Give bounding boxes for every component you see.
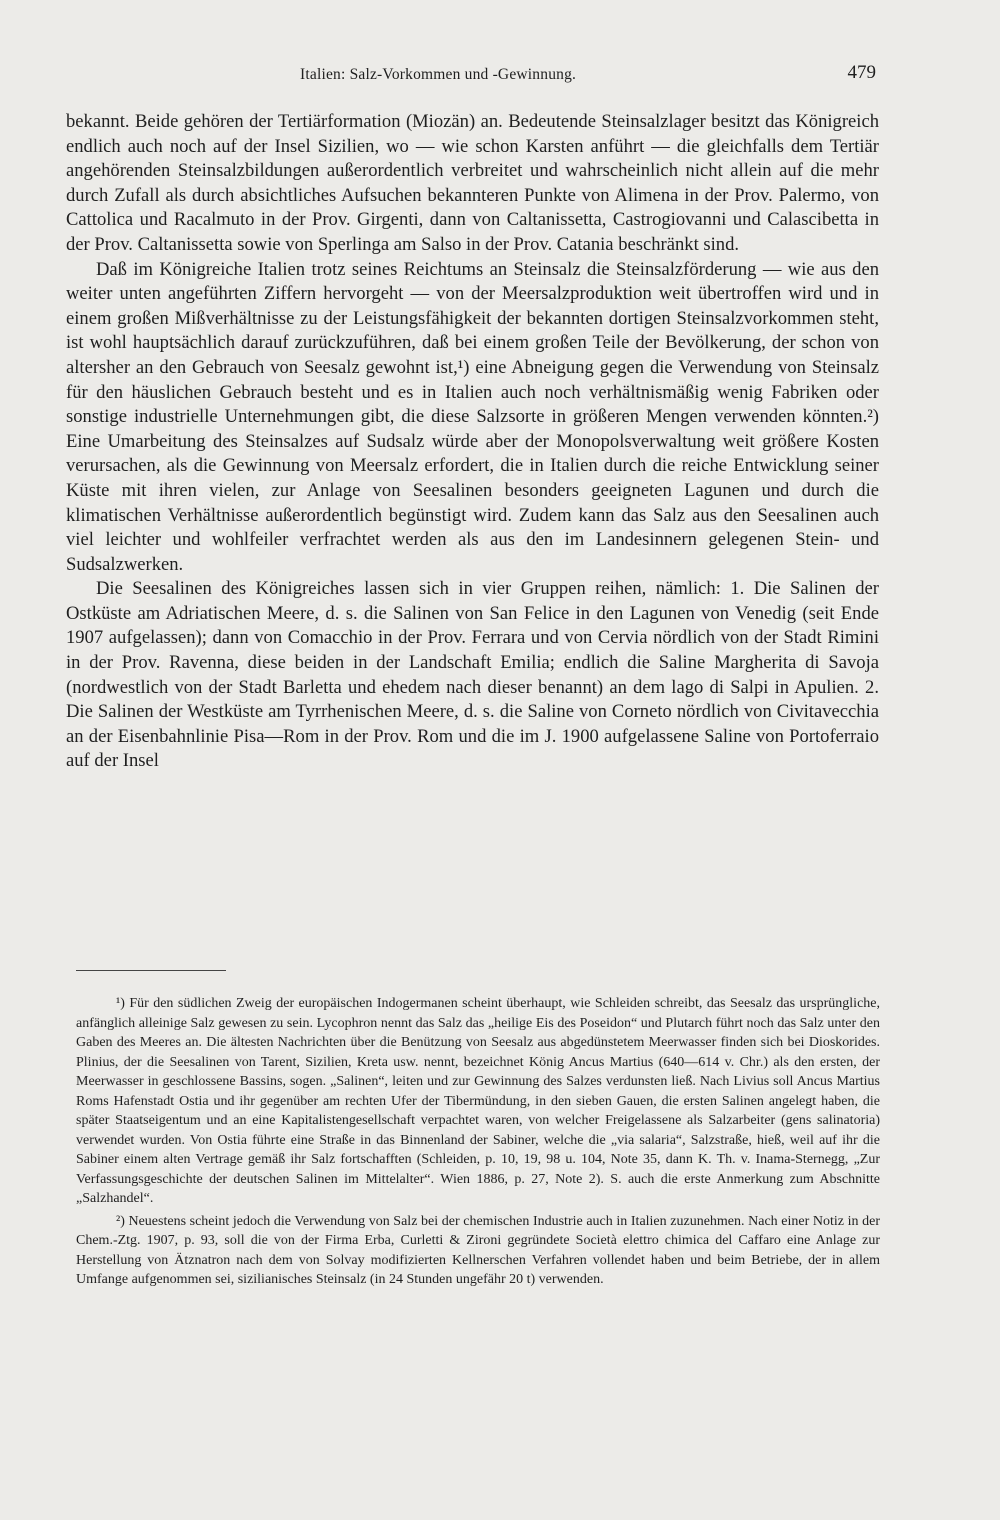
footnote-divider bbox=[76, 970, 226, 971]
footnote: ²) Neuestens scheint jedoch die Verwendung von Salz bei der chemischen Industrie auch in Italien zuzunehmen. Nach einer Notiz in der Chem.-Ztg. 1907, p. 93, soll die von der Firma Erba, Curletti & Zironi gegründete Società elettro chimica del Caffaro eine Anlage zur Herstellung von Ätznatron nach dem von Solvay modifizierten Kellnerschen Verfahren vollendet haben und beim Betriebe, der in allem Umfange aufgenommen sei, sizilianisches Steinsalz (in 24 Stunden ungefähr 20 t) verwenden. bbox=[76, 1213, 880, 1287]
body-text bbox=[66, 110, 879, 774]
running-title: Italien: Salz-Vorkommen und -Gewinnung. bbox=[300, 66, 577, 83]
paragraph: bekannt. Beide gehören der Tertiärformation (Miozän) an. Bedeutende Steinsalzlager besitzt das Königreich endlich auch noch auf der Insel Sizilien, wo — wie schon Karsten anführt — die gleichfalls dem Tertiär angehörenden Steinsalzbildungen außerordentlich verbreitet und wahrscheinlich nicht allein auf die mehr durch Zufall als durch absichtliches Aufsuchen bekannteren Punkte von Alimena in der Prov. Palermo, von Cattolica und Racalmuto in der Prov. Girgenti, dann von Caltanissetta, Castrogiovanni und Calascibetta in der Prov. Caltanissetta sowie von Sperlinga am Salso in der Prov. Catania beschränkt sind. bbox=[66, 111, 879, 255]
paragraph: Die Seesalinen des Königreiches lassen sich in vier Gruppen reihen, nämlich: 1. Die Salinen der Ostküste am Adriatischen Meere, d. s. die Salinen von San Felice in den Lagunen von Venedig (seit Ende 1907 aufgelassen); dann von Comacchio in der Prov. Ferrara und von Cervia nördlich von der Stadt Rimini in der Prov. Ravenna, diese beiden in der Landschaft Emilia; endlich die Saline Margherita di Savoja (nordwestlich von der Stadt Barletta und ehedem nach dieser benannt) an dem lago di Salpi in Apulien. 2. Die Salinen der Westküste am Tyrrhenischen Meere, d. s. die Saline von Corneto nördlich von Civitavecchia an der Eisenbahnlinie Pisa—Rom in der Prov. Rom und die im J. 1900 aufgelassene Saline von Portoferraio auf der Insel bbox=[66, 578, 879, 772]
footnotes bbox=[76, 994, 880, 1290]
page-header bbox=[0, 62, 1000, 92]
footnote: ¹) Für den südlichen Zweig der europäischen Indogermanen scheint überhaupt, wie Schleiden schreibt, das Seesalz das ursprüngliche, anfänglich alleinige Salz gewesen zu sein. Lycophron nennt das Salz das „heilige Eis des Poseidon“ und Plutarch führt noch das Salz unter den Gaben des Meeres an. Die ältesten Nachrichten über die Benützung von Seesalz aus abgedünstetem Meerwasser finden sich bei Dioskorides. Plinius, der die Seesalinen von Tarent, Sizilien, Kreta usw. nennt, bezeichnet König Ancus Martius (640—614 v. Chr.) als den ersten, der Meerwasser in geschlossene Bassins, sogen. „Salinen“, leiten und zur Gewinnung des Salzes verdunsten ließ. Nach Livius soll Ancus Martius Roms Hafenstadt Ostia und ihr gegenüber am rechten Ufer der Tibermündung, in den sieben Gauen, die ersten Salinen angelegt haben, die später Staatseigentum und an eine Kapitalistengesellschaft verpachtet waren, von welcher Freigelassene als Salzarbeiter (gens salinatoria) verwendet wurden. Von Ostia führte eine Straße in das Binnenland der Sabiner, welche die „via salaria“, Salzstraße, hieß, weil auf ihr die Sabiner einem alten Vertrage gemäß ihr Salz fortschafften (Schleiden, p. 10, 19, 98 u. 104, Note 35, dann K. Th. v. Inama-Sternegg, „Zur Verfassungsgeschichte der deutschen Salinen im Mittelalter“. Wien 1886, p. 27, Note 2). S. auch die erste Anmerkung zum Abschnitte „Salzhandel“. bbox=[76, 996, 880, 1206]
paragraph: Daß im Königreiche Italien trotz seines Reichtums an Steinsalz die Steinsalzförderung — wie aus den weiter unten angeführten Ziffern hervorgeht — von der Meersalzproduktion weit übertroffen wird und in einem großen Mißverhältnisse zu der Leistungsfähigkeit der bekannten dortigen Steinsalzvorkommen steht, ist wohl hauptsächlich darauf zurückzuführen, daß bei einem großen Teile der Bevölkerung, der schon von altersher an den Gebrauch von Seesalz gewohnt ist,¹) eine Abneigung gegen die Verwendung von Steinsalz für den häuslichen Gebrauch besteht und es in Italien auch noch verhältnismäßig wenig Fabriken oder sonstige industrielle Unternehmungen gibt, die diese Salzsorte in größeren Mengen verwenden könnten.²) Eine Umarbeitung des Steinsalzes auf Sudsalz würde aber der Monopolsverwaltung weit größere Kosten verursachen, als die Gewinnung von Meersalz erfordert, die in Italien durch die reiche Entwicklung seiner Küste mit ihren vielen, zur Anlage von Seesalinen besonders geeigneten Lagunen und durch die klimatischen Verhältnisse außerordentlich begünstigt wird. Zudem kann das Salz aus den Seesalinen auch viel leichter und wohlfeiler verfrachtet werden als aus den im Landesinnern gelegenen Stein- und Sudsalzwerken. bbox=[66, 258, 879, 575]
page-number: 479 bbox=[847, 62, 876, 83]
